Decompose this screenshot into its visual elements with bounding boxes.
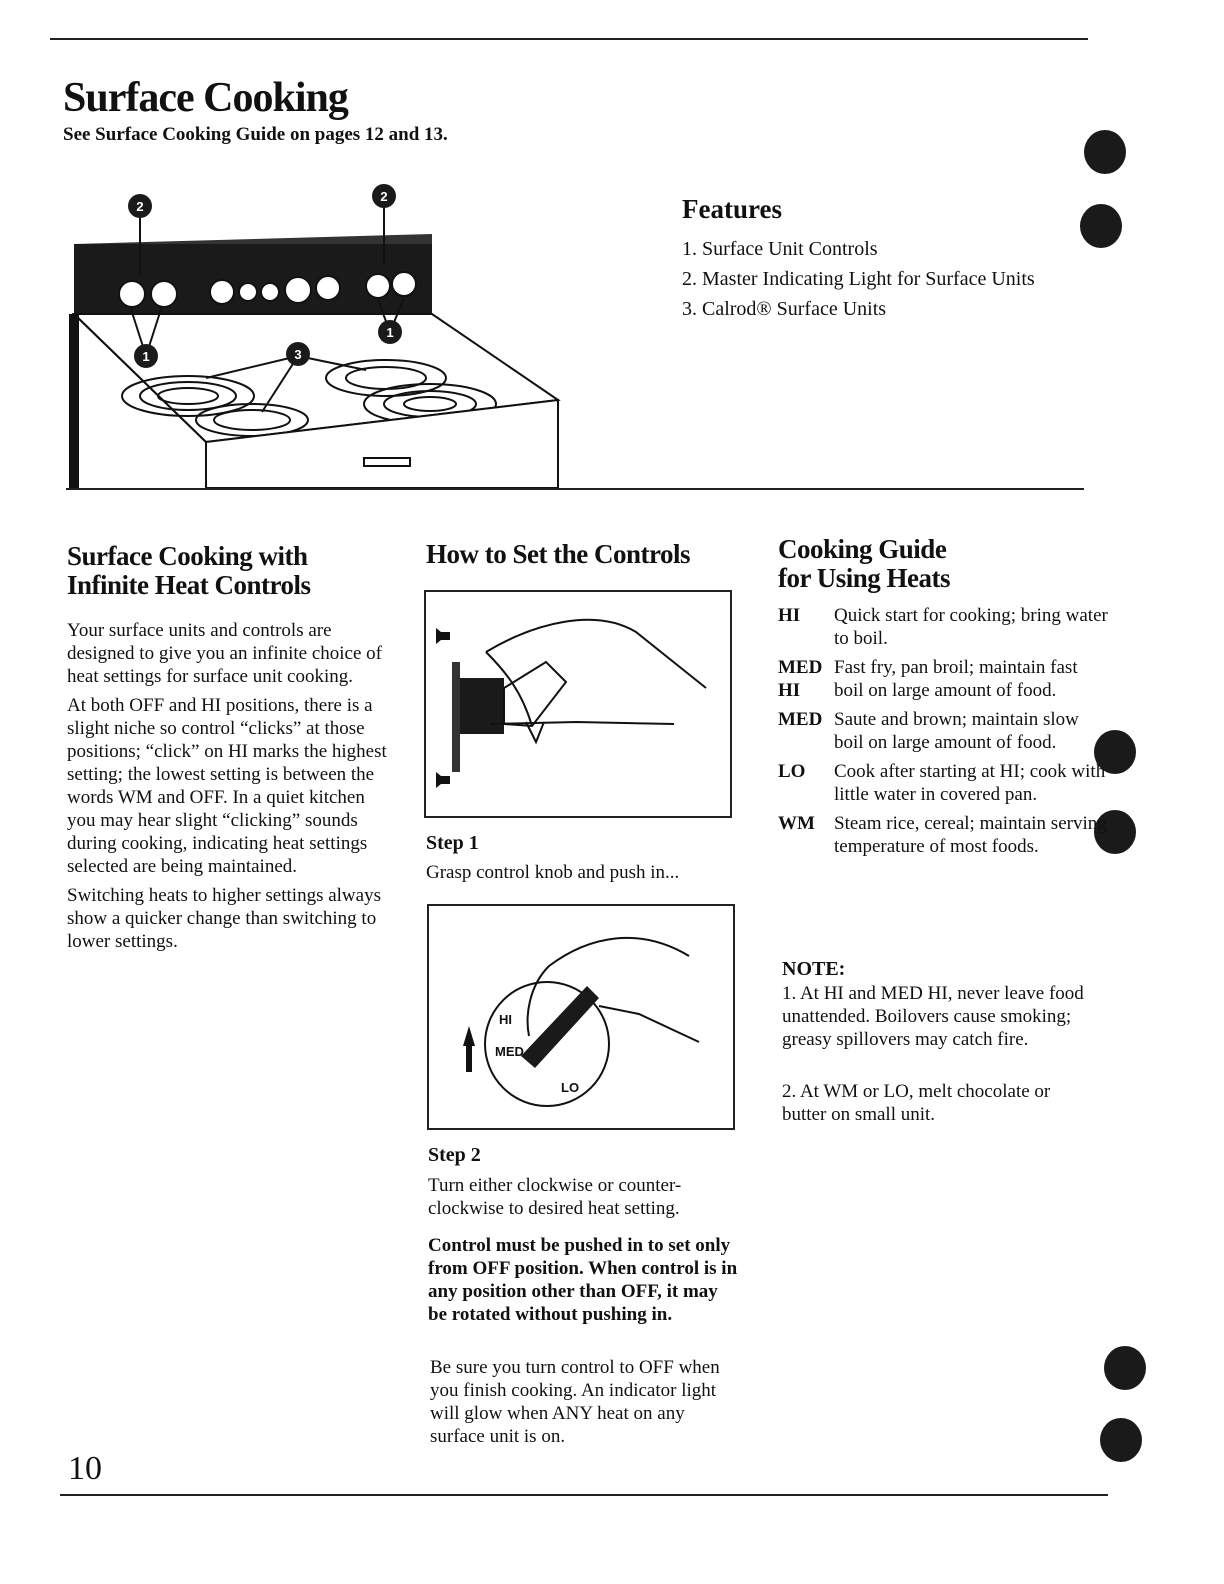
feature-item: 3. Calrod® Surface Units [682,298,887,320]
guide-row [778,708,1108,754]
callout-1-left: 1 [142,349,150,364]
infinite-heat-heading-line1: Surface Cooking with [67,541,308,571]
guide-text: Quick start for cooking; bring water to boil. [834,605,1108,649]
page-subtitle: See Surface Cooking Guide on pages 12 and 13. [63,124,448,145]
infinite-heat-paragraph-1: Your surface units and controls are designed to give you an infinite choice of heat settings for surface unit cooking. [67,620,382,687]
infinite-heat-heading-line2: Infinite Heat Controls [67,570,311,600]
guide-key: WM [778,813,815,834]
cooking-guide-heading-line1: Cooking Guide [778,534,947,564]
feature-item: 2. Master Indicating Light for Surface Units [682,268,1035,290]
infinite-heat-heading [67,542,387,600]
guide-row [778,604,1108,650]
page-number: 10 [68,1450,102,1487]
callout-2-right: 2 [380,189,388,204]
controls-heading-wrap [426,540,746,569]
controls-heading: How to Set the Controls [426,539,690,569]
cooking-guide-heading [778,535,1098,593]
guide-key: LO [778,761,806,782]
dial-label-med: MED [495,1044,524,1059]
callout-1-right: 1 [386,325,394,340]
step2-label: Step 2 [428,1144,481,1166]
step1-label: Step 1 [426,832,479,854]
cooking-guide-heading-line2: for Using Heats [778,563,950,593]
push-warning-text: Control must be pushed in to set only from OFF position. When control is in any position other than OFF, it may be rotated without pushing in. [428,1235,738,1325]
callout-3: 3 [294,347,302,362]
dial-label-lo: LO [561,1080,580,1095]
turn-knob-illustration [429,906,733,1128]
cooking-guide-heading-wrap [778,535,1098,593]
step1-text: Grasp control knob and push in... [426,862,680,883]
top-rule [50,38,1088,40]
guide-row [778,656,1108,702]
binder-hole-dot [1104,1346,1146,1390]
infinite-heat-paragraph-2: At both OFF and HI positions, there is a slight niche so control “clicks” at those positions; “click” on HI marks the highest setting; the lowest setting is between the words WM and OFF. In a quiet kitchen you may hear slight “clicking” sounds during cooking, indicating heat settings selected are being maintained. [67,695,387,877]
guide-key: HI [778,605,801,626]
note-2: 2. At WM or LO, melt chocolate or butter on small unit. [782,1081,1051,1125]
guide-key: MED HI [778,657,823,701]
guide-text: Steam rice, cereal; maintain serving temperature of most foods. [834,813,1107,857]
features-heading: Features [682,194,782,224]
step2-text: Turn either clockwise or counter-clockwise to desired heat setting. [428,1175,682,1219]
range-illustration [66,182,566,492]
cooking-guide-list [778,604,1108,864]
dial-label-hi: HI [499,1012,512,1027]
binder-hole-dot [1100,1418,1142,1462]
feature-item: 1. Surface Unit Controls [682,238,878,260]
page-title: Surface Cooking [63,75,348,121]
callout-2-left: 2 [136,199,144,214]
guide-text: Fast fry, pan broil; maintain fast boil on large amount of food. [834,657,1078,701]
note-heading: NOTE: [782,958,846,980]
features-list [682,234,1035,324]
binder-hole-dot [1084,130,1126,174]
guide-text: Saute and brown; maintain slow boil on large amount of food. [834,709,1079,753]
guide-row [778,812,1108,858]
guide-key: MED [778,709,823,730]
turn-off-reminder: Be sure you turn control to OFF when you finish cooking. An indicator light will glow when ANY heat on any surface unit is on. [430,1357,720,1447]
push-knob-illustration [426,592,730,816]
infinite-heat-paragraph-3: Switching heats to higher settings always show a quicker change than switching to lower settings. [67,885,381,952]
bottom-rule [60,1494,1108,1496]
section-rule [66,488,1084,490]
step2-figure [427,904,735,1130]
note-1: 1. At HI and MED HI, never leave food unattended. Boilovers cause smoking; greasy spillovers may catch fire. [782,983,1084,1050]
binder-hole-dot [1080,204,1122,248]
guide-text: Cook after starting at HI; cook with little water in covered pan. [834,761,1106,805]
infinite-heat-section [67,542,387,953]
step1-figure [424,590,732,818]
guide-row [778,760,1108,806]
